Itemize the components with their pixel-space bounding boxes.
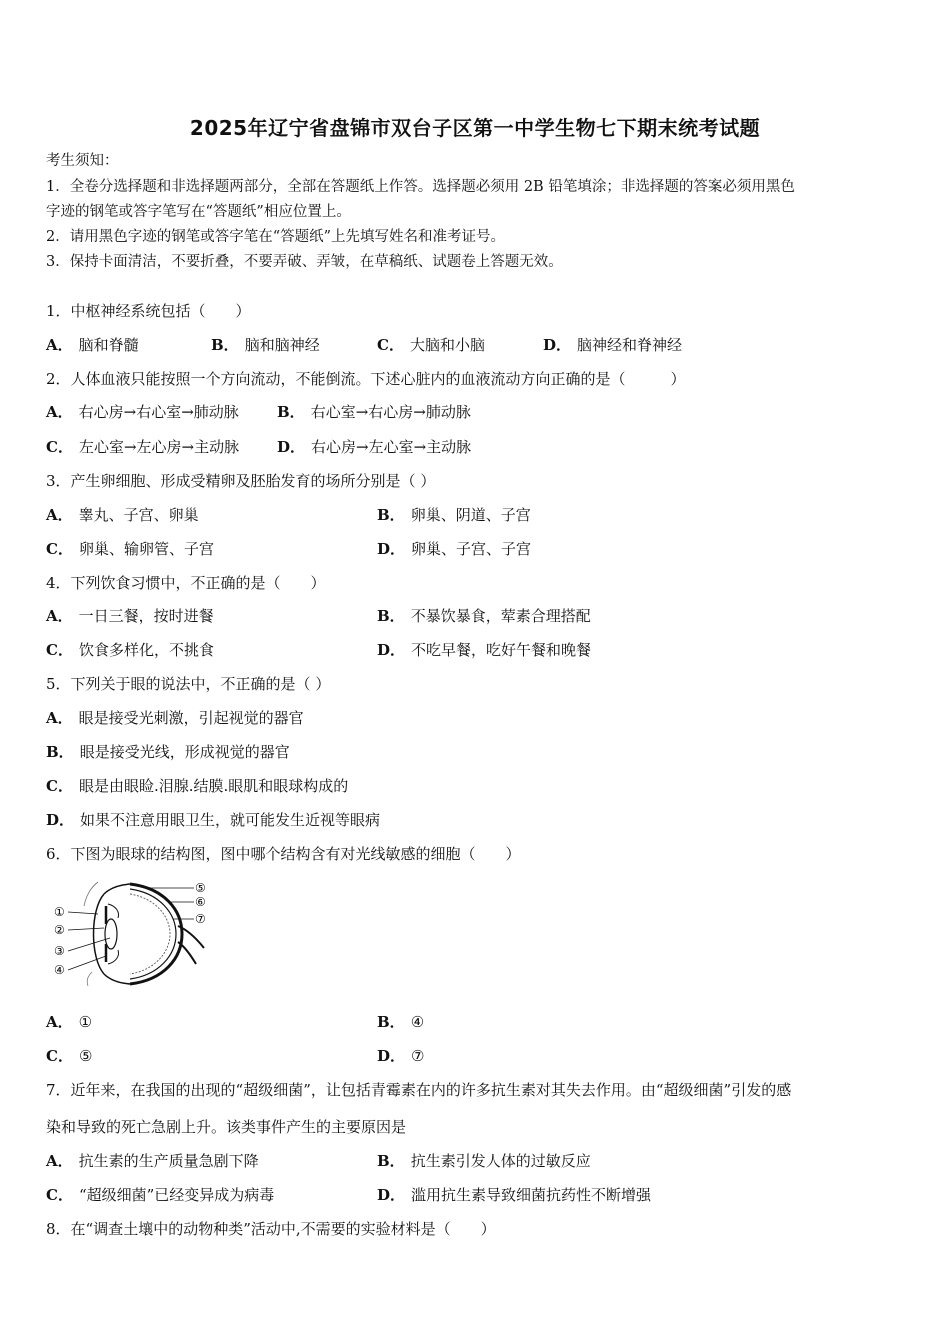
option-label: D． [277, 438, 306, 456]
option [46, 1185, 274, 1205]
option [377, 1185, 651, 1205]
option [46, 1012, 92, 1032]
option-label: B． [377, 506, 405, 524]
figure-label: ④ [54, 963, 65, 977]
option-label: C． [46, 540, 73, 558]
option [377, 1046, 424, 1066]
option-text: 脑和脑神经 [244, 336, 320, 354]
option-label: A． [46, 506, 73, 524]
page-title: 2025年辽宁省盘锦市双台子区第一中学生物七下期末统考试题 [189, 116, 761, 140]
option [46, 1151, 259, 1171]
figure-label: ⑥ [195, 895, 206, 909]
question-stem: 5．下列关于眼的说法中，不正确的是（ ） [46, 675, 331, 693]
option-label: C． [46, 438, 73, 456]
option-label: D． [46, 811, 75, 829]
option-label: D． [377, 1186, 406, 1204]
notice-item: 3．保持卡面清洁，不要折叠，不要弄破、弄皱，在草稿纸、试题卷上答题无效。 [46, 254, 563, 270]
option-text: 眼是接受光刺激，引起视觉的器官 [78, 709, 304, 727]
notice-item: 2．请用黑色字迹的钢笔或答字笔在“答题纸”上先填写姓名和准考证号。 [46, 229, 506, 245]
option-text: 如果不注意用眼卫生，就可能发生近视等眼病 [80, 811, 381, 829]
option-text: 抗生素的生产质量急剧下降 [78, 1152, 259, 1170]
option-text: 卵巢、阴道、子宫 [410, 506, 531, 524]
cornea-outline [94, 894, 105, 974]
optic-nerve-lower [178, 942, 196, 964]
option [46, 437, 239, 457]
option [377, 335, 485, 355]
option-text: “超级细菌”已经变异成为病毒 [78, 1186, 275, 1204]
option [277, 437, 471, 457]
option [377, 1012, 424, 1032]
question-stem: 4．下列饮食习惯中，不正确的是（ ） [46, 574, 326, 592]
option [377, 1151, 591, 1171]
figure-label: ⑦ [195, 912, 206, 926]
option [277, 402, 471, 422]
figure-label: ③ [54, 944, 65, 958]
option-label: C． [46, 1186, 73, 1204]
option [46, 539, 214, 559]
option-text: 右心房→右心室→肺动脉 [78, 403, 239, 421]
option-label: D． [543, 336, 572, 354]
option-text: ⑤ [78, 1047, 93, 1065]
option [46, 708, 304, 728]
option [211, 335, 320, 355]
option-text: 大脑和小脑 [409, 336, 485, 354]
option [46, 1046, 92, 1066]
notice-heading: 考生须知： [46, 153, 119, 169]
eyeball-diagram [46, 876, 216, 988]
option [543, 335, 682, 355]
option-label: A． [46, 403, 73, 421]
question-stem: 7．近年来，在我国的出现的“超级细菌”，让包括青霉素在内的许多抗生素对其失去作用。由“超级细菌”引发的感 [46, 1081, 792, 1099]
option [46, 640, 214, 660]
option-text: 抗生素引发人体的过敏反应 [410, 1152, 591, 1170]
option-label: B． [277, 403, 305, 421]
question-stem: 2．人体血液只能按照一个方向流动，不能倒流。下述心脏内的血液流动方向正确的是（ ） [46, 370, 686, 388]
option-text: 脑和脊髓 [78, 336, 139, 354]
option-text: 右心房→左心室→主动脉 [311, 438, 472, 456]
option-text: 眼是接受光线，形成视觉的器官 [79, 743, 290, 761]
option-text: 饮食多样化，不挑食 [78, 641, 214, 659]
option-text: 眼是由眼睑.泪腺.结膜.眼肌和眼球构成的 [78, 777, 349, 795]
notice-item: 1．全卷分选择题和非选择题两部分，全部在答题纸上作答。选择题必须用 2B 铅笔填涂；非选择题的答案必须用黑色 [46, 179, 795, 195]
question-stem: 8．在“调查土壤中的动物种类”活动中,不需要的实验材料是（ ） [46, 1220, 496, 1238]
option-text: 卵巢、子宫、子宫 [411, 540, 532, 558]
option-text: ④ [410, 1013, 425, 1031]
option-text: 右心室→右心房→肺动脉 [310, 403, 471, 421]
figure-label: ⑤ [195, 881, 206, 895]
question-stem: 1．中枢神经系统包括（ ） [46, 302, 251, 320]
option-text: 卵巢、输卵管、子宫 [78, 540, 214, 558]
option-label: D． [377, 1047, 406, 1065]
option-text: 睾丸、子宫、卵巢 [78, 506, 199, 524]
notice-item: 字迹的钢笔或答字笔写在“答题纸”相应位置上。 [46, 204, 351, 220]
option-label: C． [46, 777, 73, 795]
option [46, 335, 139, 355]
option-label: B． [211, 336, 239, 354]
option [46, 776, 348, 796]
option [377, 606, 591, 626]
option-label: A． [46, 1013, 73, 1031]
option-text: 不吃早餐，吃好午餐和晚餐 [411, 641, 592, 659]
question-stem: 3．产生卵细胞、形成受精卵及胚胎发育的场所分别是（ ） [46, 472, 436, 490]
option-label: B． [46, 743, 74, 761]
figure-label: ② [54, 923, 65, 937]
option-text: 左心室→左心房→主动脉 [78, 438, 240, 456]
option-text: 不暴饮暴食，荤素合理搭配 [410, 607, 591, 625]
option-label: C． [46, 1047, 73, 1065]
option [46, 402, 239, 422]
option-text: 脑神经和脊神经 [577, 336, 683, 354]
figure-label: ① [54, 905, 65, 919]
option-label: A． [46, 607, 73, 625]
option-text: ⑦ [411, 1047, 425, 1065]
option [46, 810, 380, 830]
option [377, 539, 531, 559]
option-label: B． [377, 607, 405, 625]
option [46, 606, 214, 626]
option [46, 742, 290, 762]
option-label: A． [46, 709, 73, 727]
option-label: D． [377, 641, 406, 659]
lens-shape [105, 919, 117, 949]
option-label: B． [377, 1152, 405, 1170]
option [377, 505, 531, 525]
option [46, 505, 199, 525]
option-text: 滥用抗生素导致细菌抗药性不断增强 [411, 1186, 652, 1204]
option-label: A． [46, 336, 73, 354]
option-label: D． [377, 540, 406, 558]
option-text: ① [78, 1013, 93, 1031]
option-text: 一日三餐，按时进餐 [78, 607, 214, 625]
option [377, 640, 591, 660]
question-stem: 染和导致的死亡急剧上升。该类事件产生的主要原因是 [46, 1118, 407, 1136]
option-label: B． [377, 1013, 405, 1031]
question-stem: 6．下图为眼球的结构图，图中哪个结构含有对光线敏感的细胞（ ） [46, 845, 521, 863]
option-label: A． [46, 1152, 73, 1170]
option-label: C． [46, 641, 73, 659]
option-label: C． [377, 336, 404, 354]
